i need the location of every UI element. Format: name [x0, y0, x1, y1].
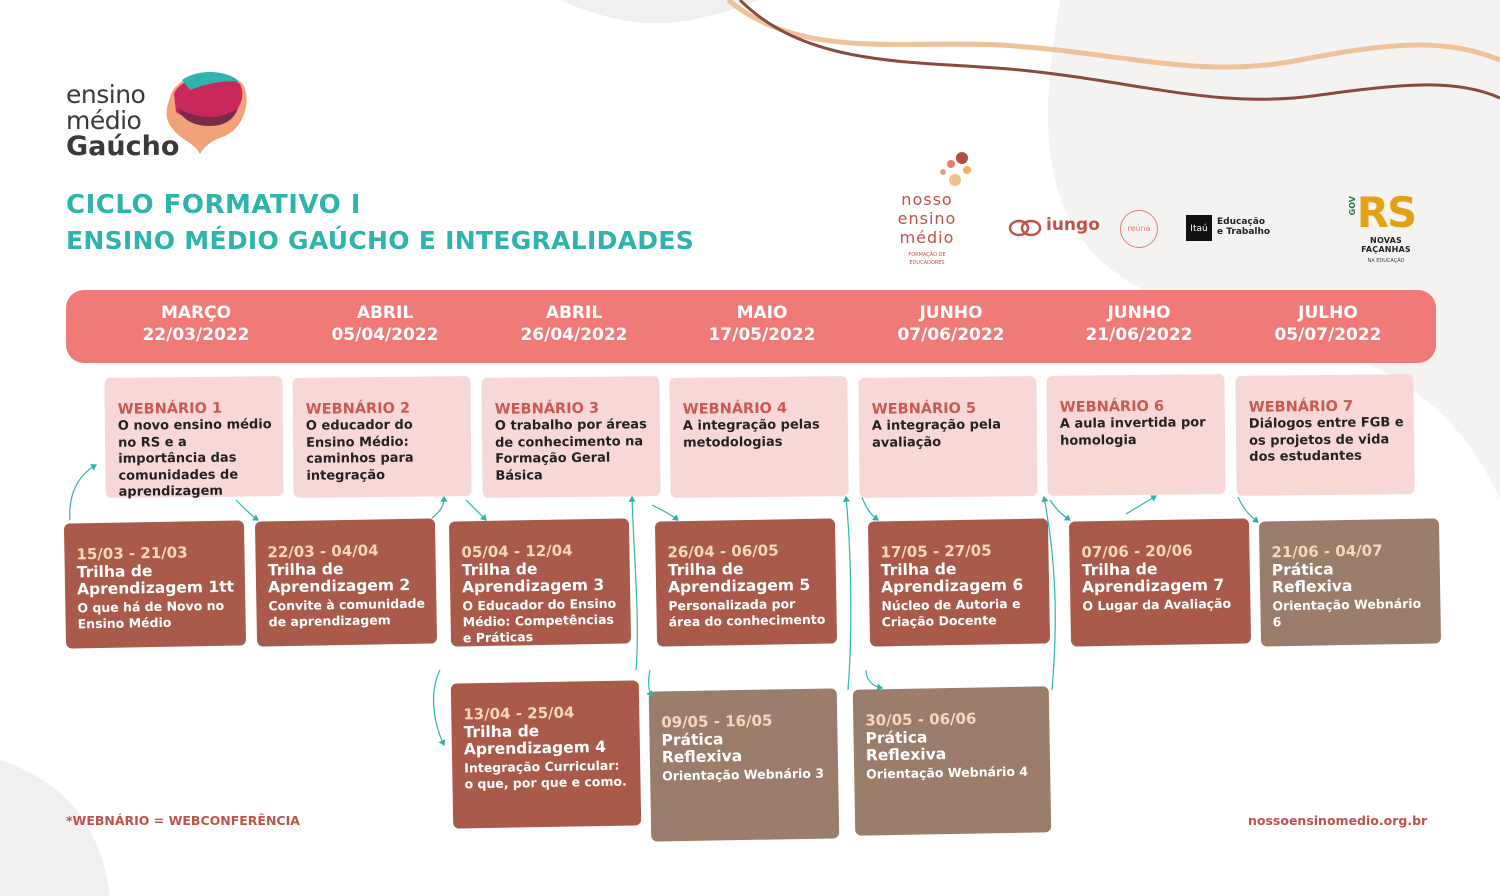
arrow — [1050, 500, 1070, 520]
track-dates: 09/05 - 16/05 — [661, 711, 773, 732]
page-subtitle: ENSINO MÉDIO GAÚCHO E INTEGRALIDADES — [66, 226, 694, 255]
arrow — [1238, 497, 1258, 522]
month-date: 05/04/2022 — [331, 325, 439, 345]
itau-line-2: e Trabalho — [1217, 227, 1271, 237]
track-title: Trilha de Aprendizagem 3 — [461, 560, 605, 597]
rs-sub: NA EDUCAÇÃO — [1367, 258, 1405, 264]
track-desc: Personalizada por área do conhecimento — [668, 596, 826, 630]
track-desc: Convite à comunidade de aprendizagem — [268, 595, 426, 630]
month-name: JULHO — [1298, 303, 1358, 323]
itau-line-1: Educação — [1217, 217, 1265, 227]
webinar-desc: O novo ensino médio no RS e a importância das comunidades de aprendizagem — [117, 417, 272, 500]
arrow — [70, 465, 96, 520]
arrow — [1126, 496, 1156, 514]
track-title: Trilha de Aprendizagem 5 — [667, 560, 811, 597]
webinar-title: WEBNÁRIO 6 — [1059, 398, 1165, 416]
track-dates: 07/06 - 20/06 — [1081, 541, 1193, 562]
nem-line-3: médio — [899, 228, 955, 247]
webinar-title: WEBNÁRIO 2 — [305, 400, 411, 418]
track-dates: 30/05 - 06/06 — [865, 709, 977, 730]
month-name: ABRIL — [356, 303, 414, 323]
webinar-title: WEBNÁRIO 4 — [682, 400, 788, 418]
itau-logo: Itaú — [1186, 215, 1212, 241]
arrow — [432, 497, 444, 518]
month-date: 05/07/2022 — [1274, 325, 1382, 345]
month-date: 17/05/2022 — [708, 325, 816, 345]
track-dates: 21/06 - 04/07 — [1271, 541, 1383, 562]
track-title: Prática Reflexiva — [661, 730, 743, 767]
track-desc: Orientação Webnário 6 — [1272, 595, 1422, 630]
track-desc: Integração Curricular: o que, por que e como. — [464, 757, 627, 792]
webinar-desc: A aula invertida por homologia — [1059, 415, 1206, 449]
track-title: Prática Reflexiva — [865, 728, 947, 765]
arrow — [466, 500, 486, 520]
webinar-title: WEBNÁRIO 1 — [117, 400, 223, 418]
webinar-desc: A integração pela avaliação — [871, 417, 1002, 451]
nem-sub: FORMAÇÃO DE EDUCADORES — [908, 252, 946, 266]
month-date: 26/04/2022 — [520, 325, 628, 345]
track-dates: 05/04 - 12/04 — [461, 541, 573, 562]
month-date: 07/06/2022 — [897, 325, 1005, 345]
track-dates: 22/03 - 04/04 — [267, 541, 379, 562]
rs-slogan: NOVAS FAÇANHAS — [1361, 236, 1411, 254]
webinar-desc: O trabalho por áreas de conhecimento na Formação Geral Básica — [494, 417, 647, 484]
track-dates: 13/04 - 25/04 — [463, 703, 575, 724]
webinar-title: WEBNÁRIO 5 — [871, 400, 977, 418]
arrow — [632, 497, 637, 670]
arrow — [236, 500, 258, 520]
track-dates: 15/03 - 21/03 — [76, 543, 188, 564]
arrow — [649, 670, 652, 696]
track-desc: Orientação Webnário 4 — [866, 763, 1029, 782]
webinar-desc: Diálogos entre FGB e os projetos de vida dos estudantes — [1248, 415, 1404, 465]
month-name: JUNHO — [1107, 303, 1171, 323]
footnote: *WEBNÁRIO = WEBCONFERÊNCIA — [66, 813, 300, 828]
track-desc: O que há de Novo no Ensino Médio — [77, 597, 225, 632]
month-name: MARÇO — [160, 303, 232, 323]
track-title: Trilha de Aprendizagem 2 — [267, 560, 411, 597]
webinar-desc: O educador do Ensino Médio: caminhos para integração — [305, 417, 414, 484]
track-desc: Orientação Webnário 3 — [662, 765, 825, 784]
arrow — [866, 670, 882, 688]
webinar-title: WEBNÁRIO 3 — [494, 400, 600, 418]
track-title: Trilha de Aprendizagem 1tt — [76, 562, 235, 599]
month-date: 22/03/2022 — [142, 325, 250, 345]
iungo-logo: iungo — [1046, 215, 1100, 235]
track-title: Prática Reflexiva — [1271, 560, 1353, 597]
track-dates: 26/04 - 06/05 — [667, 541, 779, 562]
track-desc: Núcleo de Autoria e Criação Docente — [881, 595, 1021, 630]
arrow — [434, 670, 444, 745]
nem-line-1: nosso — [901, 190, 953, 209]
month-name: MAIO — [736, 303, 788, 323]
nem-line-2: ensino — [897, 209, 957, 228]
gov-label: GOV — [1348, 196, 1357, 216]
logo-line-2: médio — [66, 106, 142, 135]
track-title: Trilha de Aprendizagem 7 — [1081, 560, 1225, 597]
track-title: Trilha de Aprendizagem 4 — [463, 722, 607, 759]
track-desc: O Educador do Ensino Médio: Competências e Práticas — [462, 595, 617, 646]
arrow — [652, 505, 678, 520]
reuna-logo: reúna — [1120, 210, 1158, 248]
arrow — [862, 497, 878, 520]
website-link[interactable]: nossoensinomedio.org.br — [1248, 813, 1428, 828]
arrow — [846, 497, 851, 690]
logo-line-1: ensino — [66, 80, 146, 109]
page-title: CICLO FORMATIVO I — [66, 190, 361, 220]
logo-line-3: Gaúcho — [66, 131, 180, 162]
arrow — [1044, 497, 1055, 690]
month-name: JUNHO — [919, 303, 983, 323]
webinar-title: WEBNÁRIO 7 — [1248, 398, 1354, 416]
track-dates: 17/05 - 27/05 — [880, 541, 992, 562]
month-date: 21/06/2022 — [1085, 325, 1193, 345]
track-desc: O Lugar da Avaliação — [1082, 595, 1232, 614]
webinar-desc: A integração pelas metodologias — [682, 417, 820, 451]
month-name: ABRIL — [545, 303, 603, 323]
rs-letters: RS — [1356, 188, 1416, 237]
track-title: Trilha de Aprendizagem 6 — [880, 560, 1024, 597]
